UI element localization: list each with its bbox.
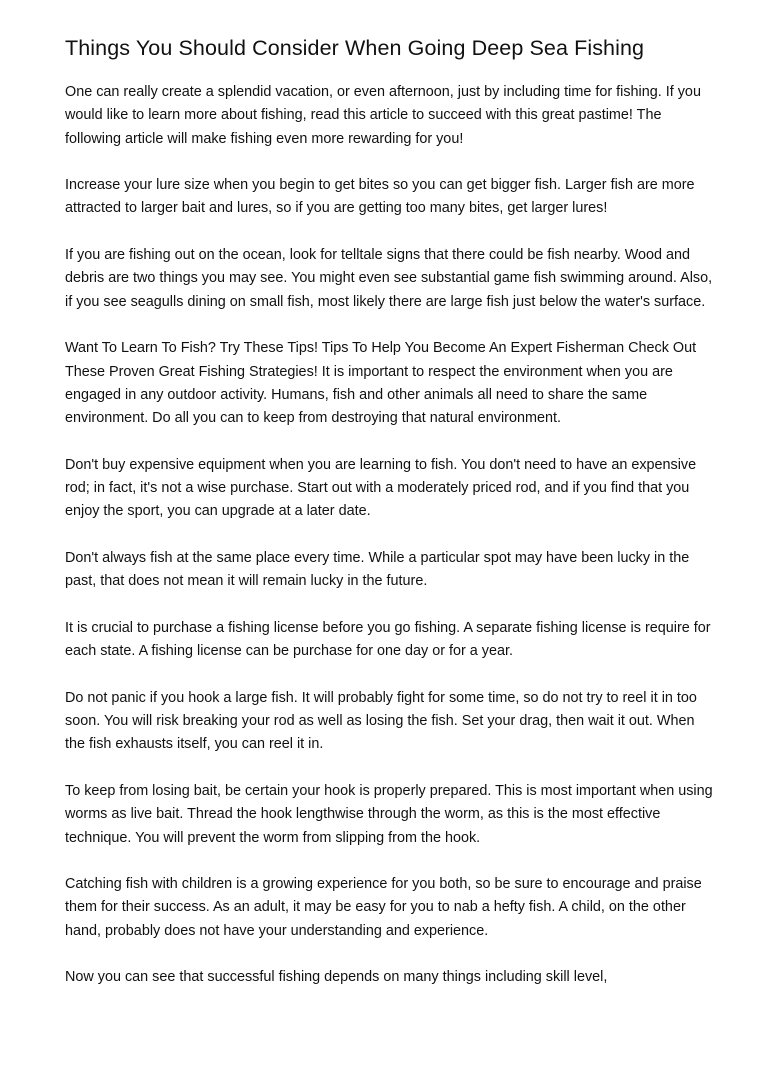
paragraph-ocean-signs: If you are fishing out on the ocean, look for telltale signs that there could be fish nearby. Wood and debris are two things you may see. You might even see substantial game fish swimming around. Also, if you see seagulls dining on small fish, most likely there are large fish just below the water's surface. <box>65 247 713 310</box>
paragraph-intro: One can really create a splendid vacation, or even afternoon, just by including time for fishing. If you would like to learn more about fishing, read this article to succeed with this great pastime! The following article will make fishing even more rewarding for you! <box>65 84 701 147</box>
paragraph-large-fish: Do not panic if you hook a large fish. It will probably fight for some time, so do not try to reel it in too soon. You will risk breaking your rod as well as losing the fish. Set your drag, then wait it out. When the fish exhausts itself, you can reel it in. <box>65 689 697 753</box>
paragraph-children: Catching fish with children is a growing experience for you both, so be sure to encourage and praise them for their success. As an adult, it may be easy for you to nab a hefty fish. A child, on the other hand, probably does not have your understanding and experience. <box>65 876 702 939</box>
paragraph-license: It is crucial to purchase a fishing license before you go fishing. A separate fishing license is require for each state. A fishing license can be purchase for one day or for a year. <box>65 619 711 660</box>
paragraph-conclusion: Now you can see that successful fishing depends on many things including skill level, <box>65 969 608 986</box>
document-page <box>65 34 715 1013</box>
document-title: Things You Should Consider When Going Deep Sea Fishing <box>65 36 645 60</box>
paragraph-fishing-spot: Don't always fish at the same place every time. While a particular spot may have been lucky in the past, that does not mean it will remain lucky in the future. <box>65 549 690 590</box>
paragraph-lure-size: Increase your lure size when you begin to get bites so you can get bigger fish. Larger fish are more attracted to larger bait and lures, so if you are getting too many bites, get larger lures! <box>65 177 695 217</box>
paragraph-environment: Want To Learn To Fish? Try These Tips! Tips To Help You Become An Expert Fisherman Check Out These Proven Great Fishing Strategies! It is important to respect the environment when you are engaged in any outdoor activity. Humans, fish and other animals all need to share the same environment. Do all you can to keep from destroying that natural environment. <box>65 340 697 427</box>
paragraph-bait: To keep from losing bait, be certain your hook is properly prepared. This is most important when using worms as live bait. Thread the hook lengthwise through the worm, as this is the most effective technique. You will prevent the worm from slipping from the hook. <box>65 782 713 846</box>
paragraph-equipment: Don't buy expensive equipment when you are learning to fish. You don't need to have an expensive rod; in fact, it's not a wise purchase. Start out with a moderately priced rod, and if you find that you enjoy the sport, you can upgrade at a later date. <box>65 456 697 520</box>
